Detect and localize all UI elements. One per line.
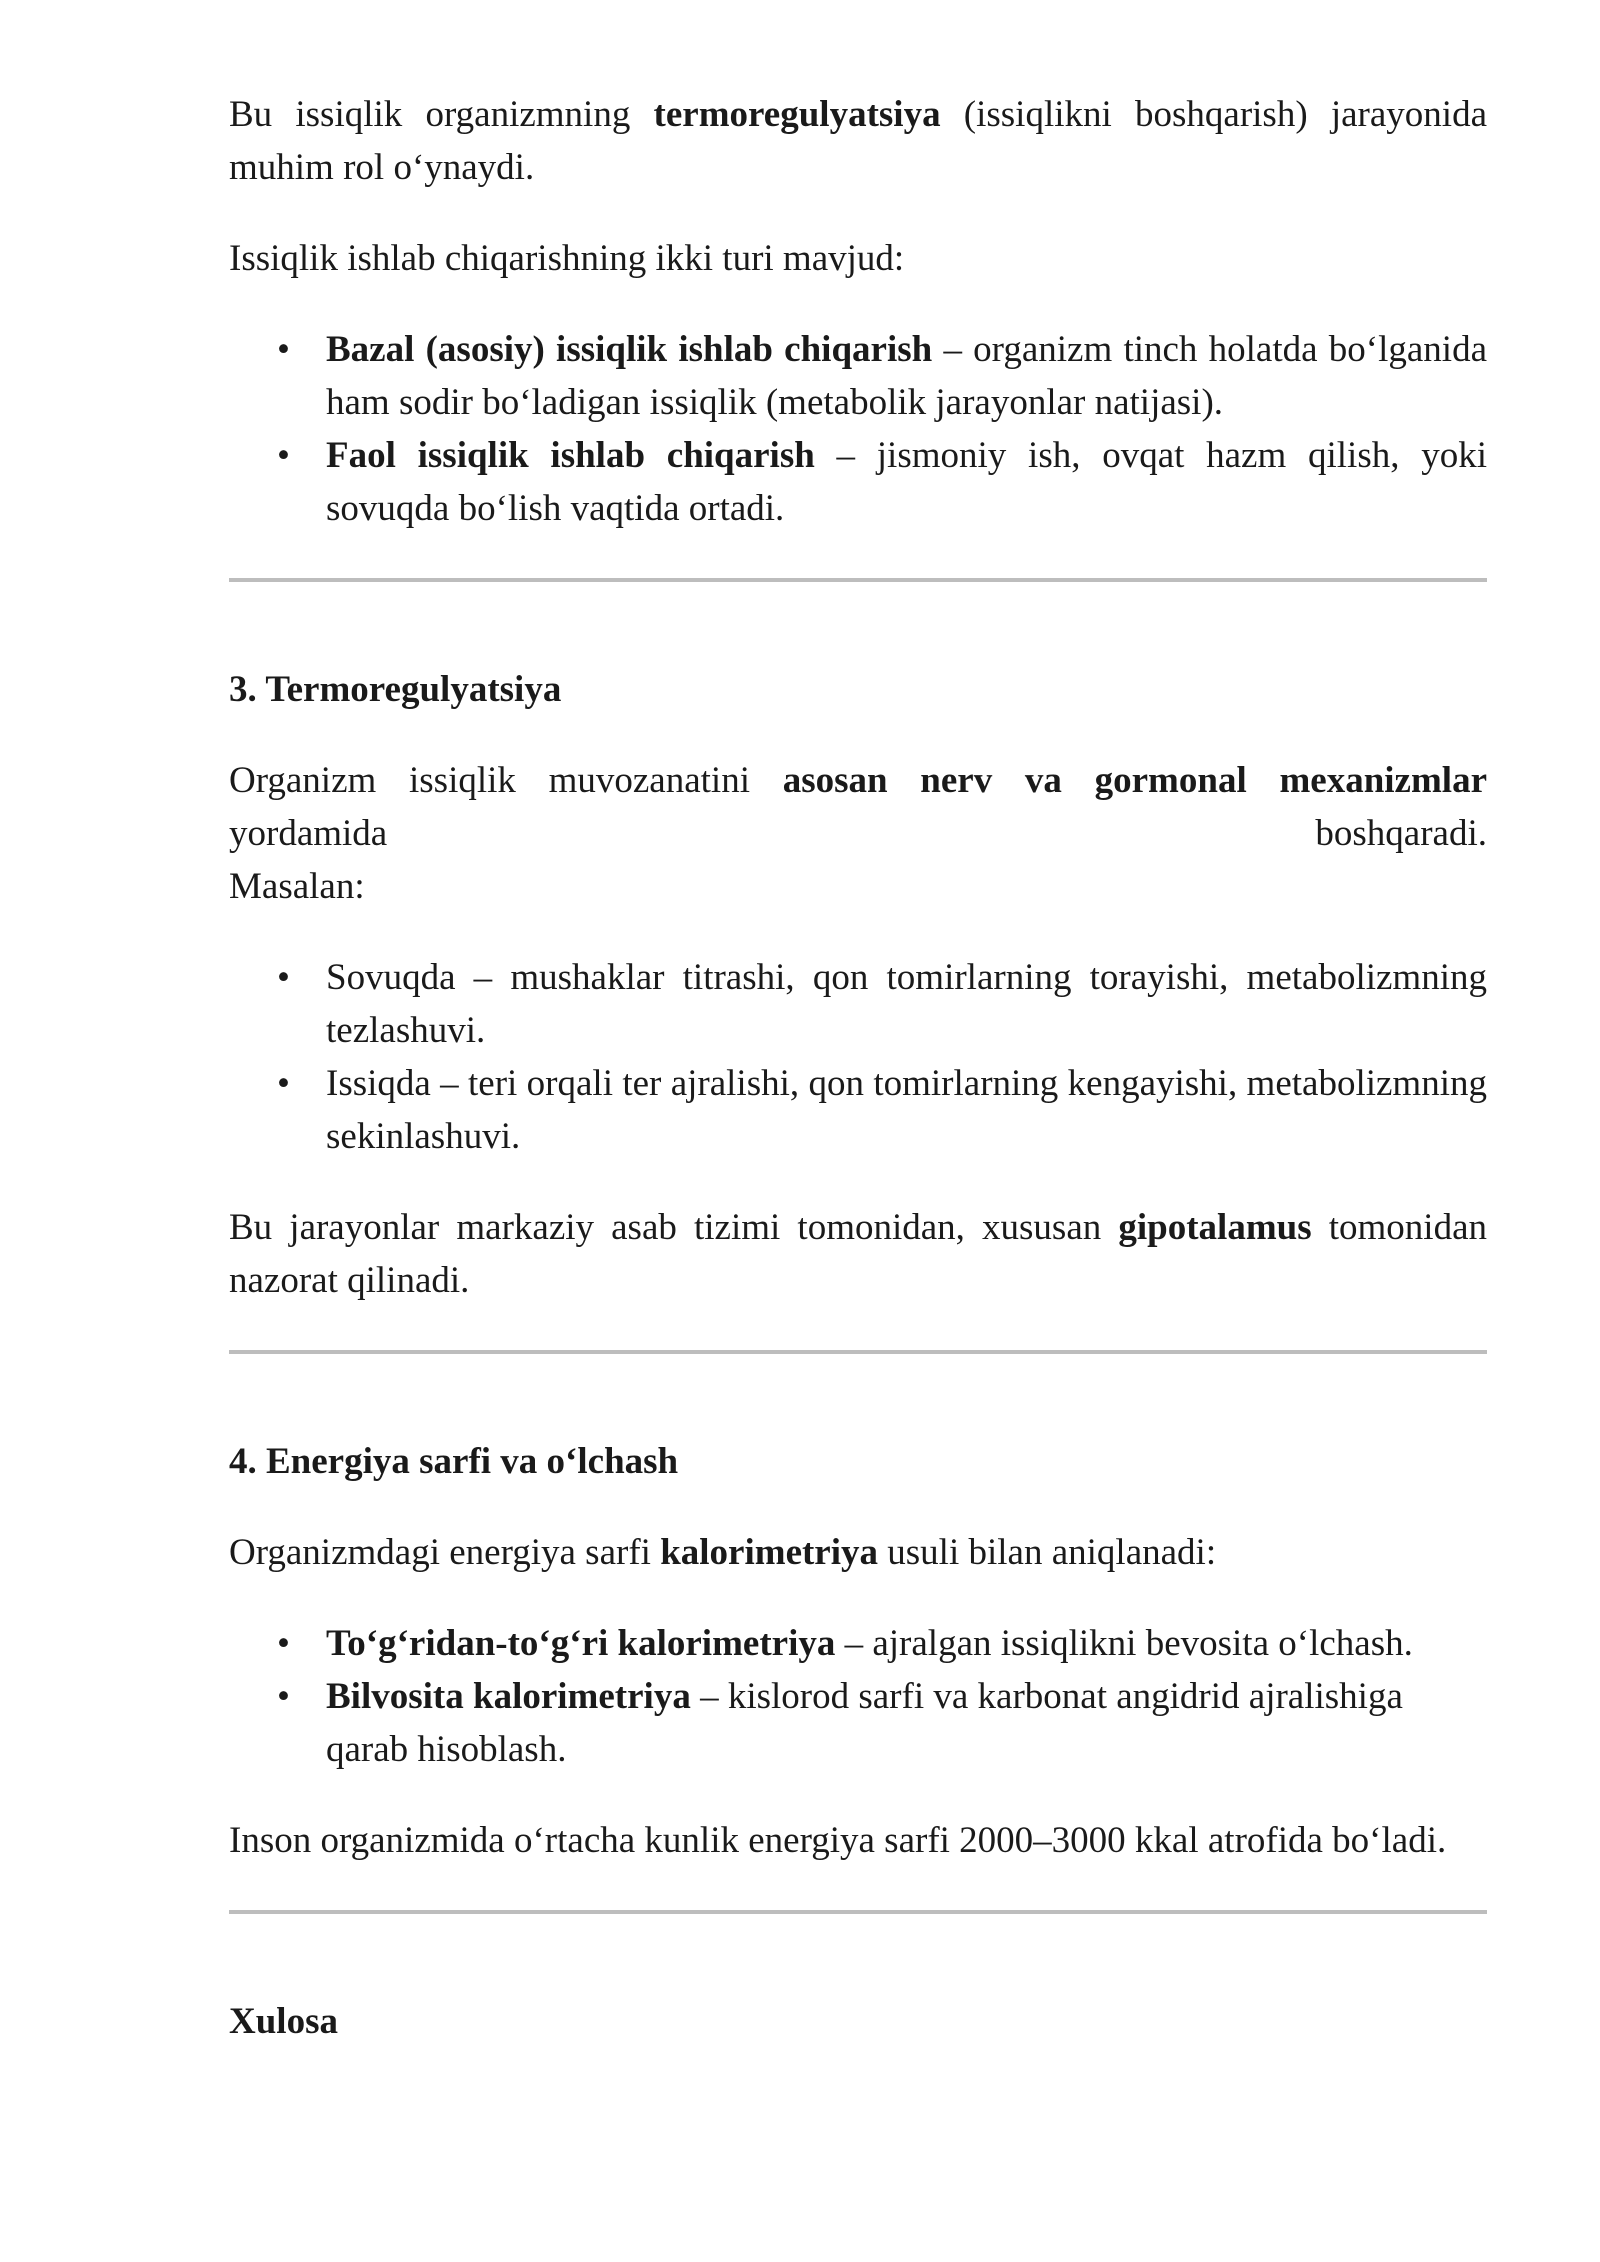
section4-paragraph: [229, 1526, 1487, 1579]
intro-bold-term: termoregulyatsiya: [653, 94, 941, 135]
list-item-text: – ajralgan issiqlikni bevosita o‘lchash.: [835, 1623, 1413, 1664]
section3-closing-text-end: tomonidan nazorat qilinadi.: [229, 1207, 1487, 1301]
bullet-icon: •: [277, 435, 290, 476]
list-item-text: Sovuqda – mushaklar titrashi, qon tomirlarning torayishi, metabolizmning tezlashuvi.: [326, 957, 1487, 1051]
bullet-icon: •: [277, 1623, 290, 1664]
section3-paragraph: [229, 754, 1487, 807]
intro-text-end: (issiqlikni boshqarish) jarayonida muhim rol o‘ynaydi.: [229, 94, 1487, 188]
section3-paragraph-line2: yordamida boshqaradi.: [229, 813, 1487, 854]
section3-closing-paragraph: [229, 1201, 1487, 1307]
list-item-bold: Bilvosita kalorimetriya: [326, 1676, 691, 1717]
calorimetry-list: [229, 1617, 1487, 1776]
list-item: [229, 323, 1487, 429]
bullet-icon: •: [277, 1676, 290, 1717]
list-item: [229, 1670, 1487, 1776]
section-heading: 4. Energiya sarfi va o‘lchash: [229, 1441, 679, 1482]
list-item-text: – organizm tinch holatda bo‘lganida ham sodir bo‘ladigan issiqlik (metabolik jarayonlar natijasi).: [326, 329, 1487, 423]
section3-bold-term-2: gipotalamus: [1118, 1207, 1312, 1248]
list-item-bold: Faol issiqlik ishlab chiqarish: [326, 435, 815, 476]
list-item-text: – jismoniy ish, ovqat hazm qilish, yoki sovuqda bo‘lish vaqtida ortadi.: [326, 435, 1487, 529]
list-item-bold: Bazal (asosiy) issiqlik ishlab chiqarish: [326, 329, 933, 370]
section-divider: [229, 578, 1487, 582]
bullet-icon: •: [277, 329, 290, 370]
section4-closing-paragraph: Inson organizmida o‘rtacha kunlik energiya sarfi 2000–3000 kkal atrofida bo‘ladi.: [229, 1820, 1447, 1861]
list-item-text: Issiqda – teri orqali ter ajralishi, qon tomirlarning kengayishi, metabolizmning sekinlashuvi.: [326, 1063, 1487, 1157]
section4-bold-term: kalorimetriya: [660, 1532, 879, 1573]
bullet-icon: •: [277, 1063, 290, 1104]
section-heading: 3. Termoregulyatsiya: [229, 669, 562, 710]
section3-closing-text: Bu jarayonlar markaziy asab tizimi tomonidan, xususan: [229, 1207, 1119, 1248]
section3-bold-term: asosan nerv va gormonal mexanizmlar: [782, 760, 1487, 801]
section3-paragraph-line3: Masalan:: [229, 866, 365, 907]
section4-text: Organizmdagi energiya sarfi: [229, 1532, 661, 1573]
list-item: [229, 1057, 1487, 1163]
intro-text: Bu issiqlik organizmning: [229, 94, 654, 135]
bullet-icon: •: [277, 957, 290, 998]
intro-paragraph: [229, 88, 1487, 194]
list-item-text: – kislorod sarfi va karbonat angidrid ajralishiga qarab hisoblash.: [326, 1676, 1403, 1770]
section-divider: [229, 1910, 1487, 1914]
section3-text: Organizm issiqlik muvozanatini: [229, 760, 783, 801]
section4-text-end: usuli bilan aniqlanadi:: [878, 1532, 1217, 1573]
list-item: [229, 1617, 1487, 1670]
heat-types-paragraph: Issiqlik ishlab chiqarishning ikki turi mavjud:: [229, 238, 905, 279]
section-divider: [229, 1350, 1487, 1354]
heat-types-list: [229, 323, 1487, 535]
list-item: [229, 951, 1487, 1057]
list-item-bold: To‘g‘ridan-to‘g‘ri kalorimetriya: [326, 1623, 836, 1664]
conclusion-heading: Xulosa: [229, 2001, 338, 2042]
document-page: [229, 88, 1487, 2048]
thermoregulation-list: [229, 951, 1487, 1163]
list-item: [229, 429, 1487, 535]
